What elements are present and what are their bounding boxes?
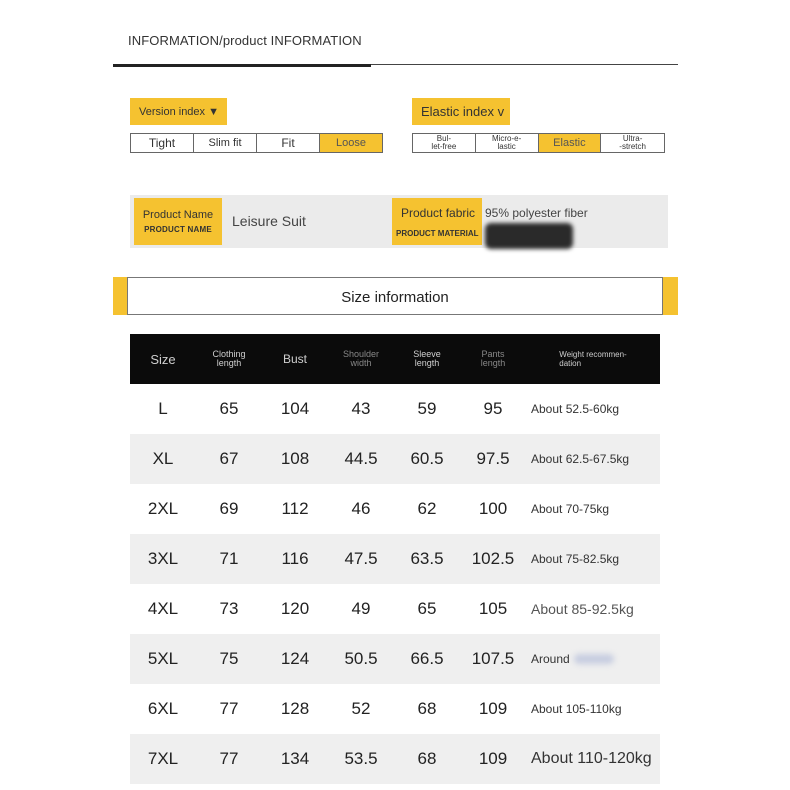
col-header-weight: Weight recommen- dation xyxy=(559,350,627,368)
cell-weight: About 70-75kg xyxy=(531,502,610,516)
col-header-pants-length: Pants length xyxy=(480,349,506,368)
cell-bust: 134 xyxy=(280,749,310,768)
cell-weight-container xyxy=(526,634,660,684)
page-title: INFORMATION/product INFORMATION xyxy=(128,33,362,48)
cell-size: L xyxy=(158,399,168,418)
table-row xyxy=(130,734,660,784)
cell-clothing-length: 65 xyxy=(219,399,239,418)
col-header-size: Size xyxy=(150,351,176,367)
cell-bust: 120 xyxy=(280,599,310,618)
cell-clothing-length: 69 xyxy=(219,499,239,518)
cell-size: 2XL xyxy=(147,499,179,518)
cell-weight: About 110-120kg xyxy=(531,750,652,767)
elastic-option-ultra-stretch xyxy=(601,134,664,152)
cell-bust: 128 xyxy=(280,699,310,718)
product-name-label: Product Name xyxy=(142,209,214,221)
cell-shoulder-width: 44.5 xyxy=(344,449,378,468)
cell-pants-length: 97.5 xyxy=(476,449,510,468)
cell-weight: About 75-82.5kg xyxy=(531,552,620,566)
cell-pants-length: 95 xyxy=(483,399,503,418)
cell-sleeve-length: 62 xyxy=(417,499,437,518)
cell-weight: About 62.5-67.5kg xyxy=(531,452,630,466)
cell-pants-length: 107.5 xyxy=(471,649,515,668)
table-row xyxy=(130,534,660,584)
cell-size: 4XL xyxy=(147,599,179,618)
cell-shoulder-width: 49 xyxy=(351,599,371,618)
version-index-label: Version index ▼ xyxy=(130,98,227,125)
product-name-label-box xyxy=(134,198,222,245)
cell-shoulder-width: 50.5 xyxy=(344,649,378,668)
size-table-header xyxy=(130,334,660,384)
product-fabric-label-box xyxy=(392,198,482,245)
table-row xyxy=(130,634,660,684)
elastic-option-micro-elastic xyxy=(476,134,539,152)
elastic-option-text: Micro-e- lastic xyxy=(491,134,522,151)
table-row xyxy=(130,384,660,434)
cell-shoulder-width: 47.5 xyxy=(344,549,378,568)
cell-size: 3XL xyxy=(147,549,179,568)
cell-pants-length: 102.5 xyxy=(471,549,515,568)
cell-shoulder-width: 52 xyxy=(351,699,371,718)
cell-sleeve-length: 59 xyxy=(417,399,437,418)
cell-size: XL xyxy=(152,449,174,468)
cell-clothing-length: 75 xyxy=(219,649,239,668)
cell-pants-length: 105 xyxy=(478,599,508,618)
cell-pants-length: 100 xyxy=(478,499,508,518)
table-row xyxy=(130,484,660,534)
size-info-accent-right xyxy=(663,277,678,315)
size-info-title: Size information xyxy=(341,289,449,306)
cell-clothing-length: 71 xyxy=(219,549,239,568)
cell-sleeve-length: 63.5 xyxy=(410,549,444,568)
cell-shoulder-width: 43 xyxy=(351,399,371,418)
cell-size: 7XL xyxy=(147,749,179,768)
version-option-loose: Loose xyxy=(320,134,382,152)
product-name-value: Leisure Suit xyxy=(232,213,306,229)
cell-bust: 112 xyxy=(281,499,309,518)
redacted-blur xyxy=(574,654,614,664)
cell-shoulder-width: 46 xyxy=(351,499,371,518)
cell-weight: About 52.5-60kg xyxy=(531,402,620,416)
cell-sleeve-length: 68 xyxy=(417,749,437,768)
cell-size: 6XL xyxy=(147,699,179,718)
cell-size: 5XL xyxy=(147,649,179,668)
cell-sleeve-length: 65 xyxy=(417,599,437,618)
cell-clothing-length: 73 xyxy=(219,599,239,618)
size-table xyxy=(130,334,660,784)
cell-clothing-length: 77 xyxy=(219,749,239,768)
cell-sleeve-length: 60.5 xyxy=(410,449,444,468)
table-row xyxy=(130,584,660,634)
cell-pants-length: 109 xyxy=(478,749,508,768)
redacted-blur xyxy=(485,223,573,249)
cell-clothing-length: 77 xyxy=(219,699,239,718)
cell-clothing-length: 67 xyxy=(219,449,239,468)
version-option-tight: Tight xyxy=(131,134,194,152)
elastic-index-scale xyxy=(412,133,665,153)
cell-pants-length: 109 xyxy=(478,699,508,718)
product-fabric-label: Product fabric xyxy=(401,206,476,220)
product-fabric-label-en: PRODUCT MATERIAL xyxy=(396,229,479,238)
col-header-clothing-length: Clothing length xyxy=(212,349,246,368)
col-header-sleeve-length: Sleeve length xyxy=(413,349,441,368)
product-fabric-value: 95% polyester fiber xyxy=(485,206,588,220)
product-name-label-en: PRODUCT NAME xyxy=(144,225,212,234)
version-index-scale xyxy=(130,133,383,153)
cell-shoulder-width: 53.5 xyxy=(344,749,378,768)
elastic-option-bullet-free xyxy=(413,134,476,152)
cell-weight: Around xyxy=(531,652,570,666)
cell-bust: 104 xyxy=(280,399,310,418)
version-option-fit: Fit xyxy=(257,134,320,152)
cell-sleeve-length: 68 xyxy=(417,699,437,718)
elastic-option-text: Bul- let-free xyxy=(431,134,457,151)
cell-bust: 124 xyxy=(280,649,310,668)
col-header-bust: Bust xyxy=(282,351,307,366)
elastic-option-elastic xyxy=(539,134,602,152)
cell-weight: About 85-92.5kg xyxy=(531,601,634,617)
elastic-option-text: Elastic xyxy=(553,137,586,149)
header-divider-accent xyxy=(113,64,371,67)
version-option-slim-fit: Slim fit xyxy=(194,134,257,152)
size-info-accent-left xyxy=(113,277,127,315)
cell-sleeve-length: 66.5 xyxy=(410,649,444,668)
col-header-shoulder-width: Shoulder width xyxy=(342,349,380,368)
elastic-index-label: Elastic index v xyxy=(412,98,510,125)
table-row xyxy=(130,684,660,734)
cell-bust: 108 xyxy=(280,449,310,468)
cell-weight: About 105-110kg xyxy=(531,702,622,716)
table-row xyxy=(130,434,660,484)
elastic-option-text: Ultra- -stretch xyxy=(619,134,646,151)
cell-bust: 116 xyxy=(281,549,309,568)
